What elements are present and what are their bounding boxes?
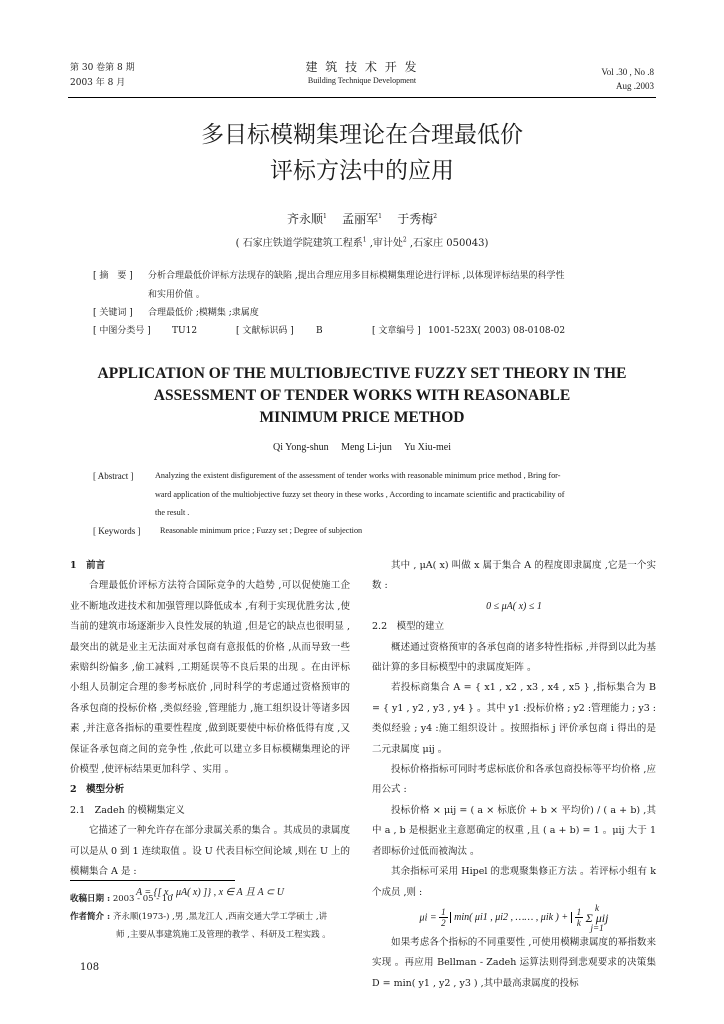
author-2-sup: 1 [378,213,382,220]
clc-value: TU12 [172,326,198,336]
right-column [372,556,656,994]
clc-label: [ 中图分类号 ] [93,326,151,336]
sum-top: k [595,902,600,913]
abstract-en-line3: the result . [155,508,190,517]
half-den: 2 [441,918,446,929]
affiliation-part2: ,审计处 [366,238,403,249]
fuzzy-set-formula: A = {[ x , μA( x) ]} , x ∈ A 且 A ⊂ U [135,886,285,898]
keywords-cn-label: [ 关键词 ] [93,308,133,318]
author-bio-text1: 齐永顺(1973-) ,男 ,黑龙江人 ,西南交通大学工学硕士 ,讲 [112,912,328,922]
section-2-1-paragraph: 它描述了一种允许存在部分隶属关系的集合 。其成员的隶属度可以是从 0 到 1 连续取值 。设 U 代表目标空间论域 ,则在 U 上的模糊集合 A 是 : [70,825,350,878]
author-1: 齐永顺 [286,212,323,226]
section-1-paragraph: 合理最低价评标方法符合国际竞争的大趋势 ,可以促使施工企业不断地改进技术和加强管理以降低成本 ,有利于实现优胜劣汰 ,使当前的建筑市场逐渐步入良性发展的轨道 ,但是它的缺点也很明显 ,最突出的就是业主无法面对承包商有意报低的价格 ,从而导致一些索赔纠纷偏多 ,偷工减料 ,工期延误等不良后果的出现 。在由评标小组人员制定合理的参考标底价 ,同时科学的考虑通过资格预审的各承包商的投标价格 ,类似经验 ,管理能力 ,施工组织设计等诸多因素 ,并注意各指标的重要性程度 ,做到既要使中标价格低得有度 ,又保证各承包商之间的竞争性 ,依此可以建立多目标模糊集理论的评价模型 ,使评标结果更加科学 、实用 。 [70,580,350,776]
affiliation-sup2: 2 [402,236,407,244]
affiliation-part3: ,石家庄 050043) [406,238,489,249]
received-label: 收稿日期 : [70,894,111,904]
section-2-2-heading: 2.2 模型的建立 [372,621,445,633]
keywords-en-label: [ Keywords ] [93,526,141,536]
keywords-en: Reasonable minimum price ; Fuzzy set ; Degree of subjection [160,526,363,535]
section-2-heading: 2 模型分析 [70,784,125,796]
formula-lhs: μi = [419,912,437,924]
section-1-heading: 1 前言 [70,560,106,571]
sum-symbol: Σ μij [585,910,609,925]
authors-cn [0,210,724,227]
article-no-label: [ 文章编号 ] [372,326,421,336]
formula-min: min( μi1 , μi2 , …… , μik ) + [450,912,572,923]
sum-bottom: j=1 [590,922,604,933]
footnote-rule [70,880,235,881]
author-1-sup: 1 [322,213,327,220]
date-cn: 2003 年 8 月 [70,78,126,88]
title-en-line3: MINIMUM PRICE METHOD [259,409,465,426]
author-bio-text2: 师 ,主要从事建筑施工及管理的教学 、科研及工程实践 。 [116,930,331,940]
author-3: 于秀梅 [397,212,434,226]
right-paragraph-2: 概述通过资格预审的各承包商的诸多特性指标 ,并得到以此为基础计算的多目标模型中的隶属度矩阵 。 [372,641,656,674]
k-num: 1 [576,907,582,918]
keywords-cn: 合理最低价 ;模糊集 ;隶属度 [148,308,259,318]
journal-title-cn: 建 筑 技 术 开 发 [305,60,419,74]
right-paragraph-7: 如果考虑各个指标的不同重要性 ,可使用模糊隶属度的幂指数来实现 。再应用 Bellman - Zadeh 运算法则得到悲观要求的决策集 D = min( y1 , y2 , y3 ) ,其中最高隶属度的投标 [372,936,656,989]
title-cn-line1: 多目标模糊集理论在合理最低价 [201,122,523,148]
half-num: 1 [441,907,446,918]
right-paragraph-6: 其余指标可采用 Hipel 的悲观聚集修正方法 。若评标小组有 k 个成员 ,则 : [372,866,656,898]
doc-code-value: B [316,326,323,336]
author-2: 孟丽军 [342,212,379,226]
abstract-en-line1: Analyzing the existent disfigurement of the assessment of tender works with reasonable minimum price method , Bring for- [155,471,561,480]
page-number: 108 [80,962,100,973]
sum-limits [586,903,609,933]
author-bio-line1 [70,911,327,923]
left-column [70,556,350,903]
volume-cn: 第 30 卷第 8 期 [70,63,135,73]
k-fraction [575,907,584,928]
aggregation-formula [372,903,656,933]
volume-en: Vol .30 , No .8 [601,67,654,77]
affiliation-sup1: 1 [362,236,367,244]
date-en: Aug .2003 [616,81,654,91]
title-en-line2: ASSESSMENT OF TENDER WORKS WITH REASONABLE [153,387,571,404]
authors-en: Qi Yong-shun Meng Li-jun Yu Xiu-mei [273,442,451,453]
doc-code-label: [ 文献标识码 ] [236,326,294,336]
received-line [70,893,173,905]
author-bio-label: 作者简介 : [70,912,111,922]
author-3-sup: 2 [433,213,438,220]
right-paragraph-3: 若投标商集合 A = { x1 , x2 , x3 , x4 , x5 } ,指标集合为 B = { y1 , y2 , y3 , y4 } 。其中 y1 :投标价格 ; y2 :管理能力 ; y3 :类似经验 ; y4 :施工组织设计 。按照指标 j 评价承包商 i 得出的是二元隶属度 μij 。 [372,682,656,755]
title-en-line1: APPLICATION OF THE MULTIOBJECTIVE FUZZY SET THEORY IN THE [97,365,627,382]
k-den: k [576,918,581,929]
abstract-cn-label: [ 摘 要 ] [93,271,133,281]
affiliation-part1: ( 石家庄铁道学院建筑工程系 [235,238,363,249]
article-no-value: 1001-523X( 2003) 08-0108-02 [428,326,566,336]
abstract-en-line2: ward application of the multiobjective fuzzy set theory in these works , According to incarnate scientific and practicability of [155,490,565,499]
right-paragraph-4: 投标价格指标可同时考虑标底价和各承包商投标等平均价格 ,应用公式 : [372,764,656,796]
section-2-1-heading: 2.1 Zadeh 的模糊集定义 [70,804,185,816]
affiliation-cn [0,234,724,249]
header-rule [68,97,656,98]
right-paragraph-5: 投标价格 × μij = ( a × 标底价 + b × 平均价) / ( a + b) ,其中 a , b 是根据业主意愿确定的权重 ,且 ( a + b) = 1 。μij 大于 1 者即标价过低而被淘汰 。 [372,804,656,857]
abstract-cn-line1: 分析合理最低价评标方法现存的缺陷 ,提出合理应用多目标模糊集理论进行评标 ,以体现评标结果的科学性 [148,271,565,281]
right-paragraph-1: 其中 , μA( x) 叫做 x 属于集合 A 的程度即隶属度 ,它是一个实数 : [372,560,656,592]
journal-title-en: Building Technique Development [307,76,417,85]
membership-range-formula: 0 ≤ μA( x) ≤ 1 [486,600,542,612]
half-fraction [439,907,448,928]
received-date: 2003 - 05 - 10 [112,894,173,904]
abstract-cn-line2: 和实用价值 。 [148,290,205,300]
abstract-en-label: [ Abstract ] [93,471,134,481]
title-cn-line2: 评标方法中的应用 [270,158,454,184]
